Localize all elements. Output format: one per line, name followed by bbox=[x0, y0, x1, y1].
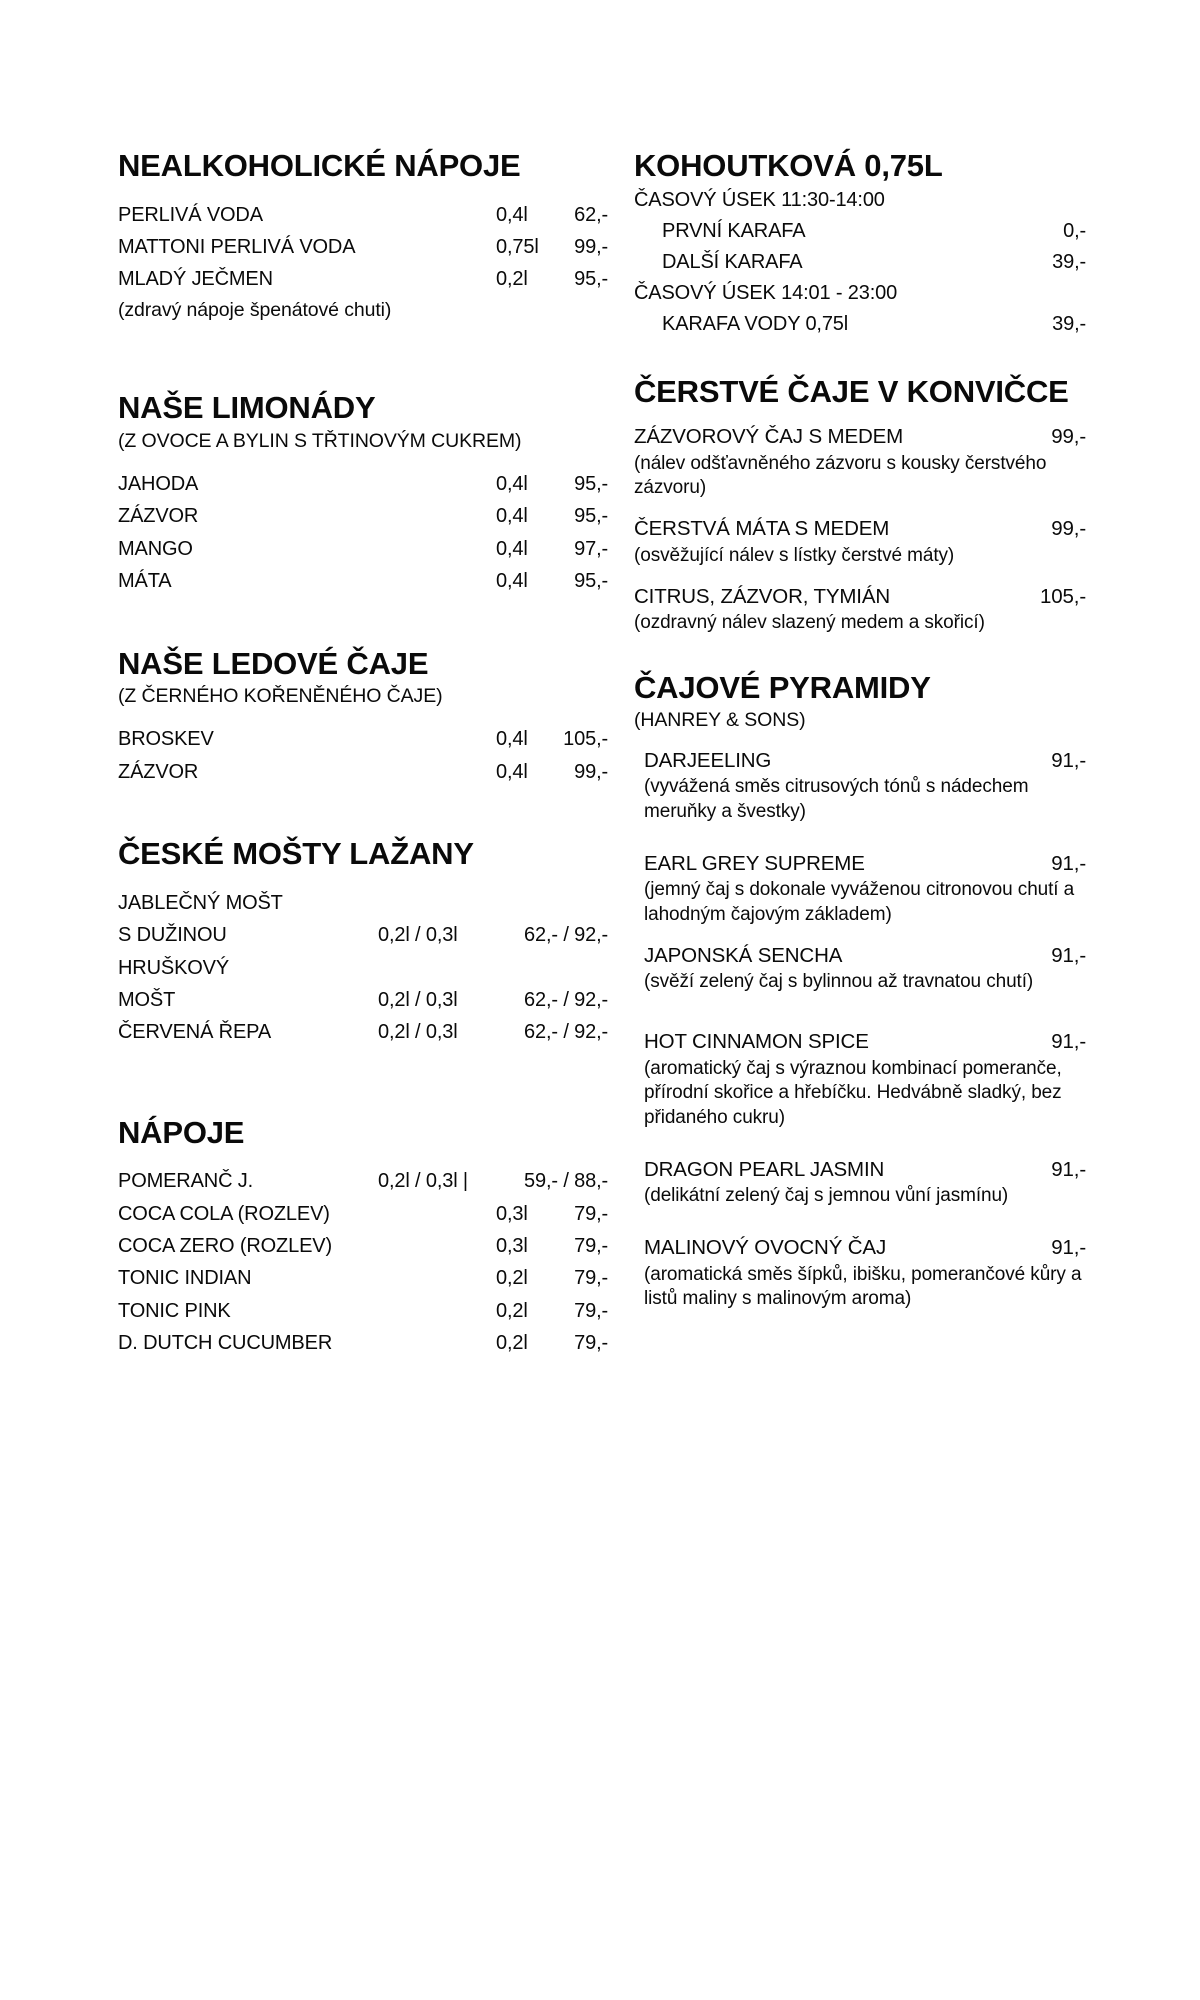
item-name: ČERSTVÁ MÁTA S MEDEM bbox=[634, 517, 890, 541]
item-volume: 0,2l bbox=[496, 1332, 528, 1355]
item-description: (ozdravný nálev slazený medem a skořicí) bbox=[634, 612, 985, 634]
item-footnote: (zdravý nápoje špenátové chuti) bbox=[118, 298, 392, 321]
menu-item-row bbox=[634, 309, 1086, 340]
menu-item-row bbox=[118, 1262, 608, 1294]
section-nealkoholicke-napoje bbox=[118, 148, 608, 324]
menu-item-row bbox=[118, 984, 608, 1016]
item-price: 91,- bbox=[1051, 943, 1086, 967]
tea-entry bbox=[634, 748, 1086, 825]
item-name: D. DUTCH CUCUMBER bbox=[118, 1332, 333, 1355]
menu-item-lead-line bbox=[118, 887, 608, 919]
item-price: 99,- bbox=[1051, 517, 1086, 541]
item-volume: 0,4l bbox=[496, 505, 528, 528]
item-description: (nálev odšťavněného zázvoru s kousky čerstvého zázvoru) bbox=[634, 452, 1047, 499]
menu-item-row bbox=[118, 756, 608, 788]
item-price: 99,- bbox=[574, 760, 608, 783]
price-list bbox=[118, 887, 608, 1049]
tea-head bbox=[644, 1157, 1086, 1184]
tea-head bbox=[634, 424, 1086, 451]
section-cerstve-caje-v-konvicce bbox=[634, 374, 1086, 636]
section-title: NAŠE LEDOVÉ ČAJE bbox=[118, 645, 429, 681]
item-price: 62,- / 92,- bbox=[524, 924, 608, 947]
section-kohoutkova bbox=[634, 148, 1086, 340]
item-volume: 0,4l bbox=[496, 570, 528, 593]
menu-item-row bbox=[118, 1327, 608, 1359]
item-price: 59,- / 88,- bbox=[524, 1170, 608, 1193]
item-name: DALŠÍ KARAFA bbox=[662, 250, 803, 273]
item-volume: 0,2l / 0,3l bbox=[378, 1021, 458, 1044]
menu-columns bbox=[118, 148, 1086, 1360]
item-price: 79,- bbox=[574, 1332, 608, 1355]
spacer bbox=[634, 1209, 1086, 1221]
menu-item-row bbox=[118, 1295, 608, 1327]
item-description: (aromatická směs šípků, ibišku, pomerančové kůry a listů maliny s malinovým aroma) bbox=[644, 1263, 1082, 1310]
item-description: (aromatický čaj s výraznou kombinací pomeranče, přírodní skořice a hřebíčku. Hedvábně sladký, bez přidaného cukru) bbox=[644, 1057, 1062, 1129]
item-name: MOŠT bbox=[118, 988, 176, 1011]
item-volume: 0,4l bbox=[496, 203, 528, 226]
item-name: HRUŠKOVÝ bbox=[118, 956, 230, 979]
item-name: ZÁZVOR bbox=[118, 505, 199, 528]
tea-head bbox=[634, 584, 1086, 611]
item-name: DRAGON PEARL JASMIN bbox=[644, 1157, 885, 1181]
item-name: POMERANČ J. bbox=[118, 1170, 254, 1193]
menu-item-row bbox=[118, 500, 608, 532]
item-name: BROSKEV bbox=[118, 728, 214, 751]
tea-head bbox=[644, 943, 1086, 970]
section-title: ČERSTVÉ ČAJE V KONVIČCE bbox=[634, 373, 1069, 409]
spacer bbox=[634, 995, 1086, 1015]
item-price: 79,- bbox=[574, 1202, 608, 1225]
item-volume: 0,4l bbox=[496, 728, 528, 751]
section-title: NEALKOHOLICKÉ NÁPOJE bbox=[118, 148, 521, 183]
item-price: 95,- bbox=[574, 505, 608, 528]
item-volume: 0,3l bbox=[496, 1235, 528, 1258]
menu-item-row bbox=[118, 565, 608, 597]
section-nase-ledove-caje bbox=[118, 646, 608, 789]
item-name: MLADÝ JEČMEN bbox=[118, 268, 273, 291]
item-name: JAPONSKÁ SENCHA bbox=[644, 943, 843, 967]
item-description: (delikátní zelený čaj s jemnou vůní jasmínu) bbox=[644, 1185, 1009, 1207]
item-price: 91,- bbox=[1051, 1236, 1086, 1260]
menu-item-row bbox=[118, 1165, 608, 1197]
menu-item-row bbox=[634, 216, 1086, 247]
item-volume: 0,2l / 0,3l bbox=[378, 988, 458, 1011]
menu-item-row bbox=[118, 919, 608, 951]
menu-item-row bbox=[118, 1016, 608, 1048]
menu-item-row bbox=[118, 199, 608, 231]
item-price: 79,- bbox=[574, 1267, 608, 1290]
price-list bbox=[118, 723, 608, 788]
item-name: PRVNÍ KARAFA bbox=[662, 219, 806, 242]
menu-column-left bbox=[118, 148, 608, 1360]
item-price: 79,- bbox=[574, 1235, 608, 1258]
item-volume: 0,4l bbox=[496, 537, 528, 560]
item-name: COCA COLA (ROZLEV) bbox=[118, 1202, 330, 1225]
price-list bbox=[118, 199, 608, 324]
price-list bbox=[118, 1165, 608, 1359]
section-title: KOHOUTKOVÁ 0,75L bbox=[634, 148, 943, 183]
spacer bbox=[634, 636, 1086, 670]
section-napoje bbox=[118, 1115, 608, 1360]
item-name: PERLIVÁ VODA bbox=[118, 203, 263, 226]
menu-item-row bbox=[118, 952, 608, 984]
section-ceske-mosty-lazany bbox=[118, 836, 608, 1049]
item-price: 62,- / 92,- bbox=[524, 988, 608, 1011]
item-description: (svěží zelený čaj s bylinnou až travnatou chutí) bbox=[644, 971, 1034, 993]
item-price: 95,- bbox=[574, 268, 608, 291]
item-volume: 0,4l bbox=[496, 472, 528, 495]
tea-entry bbox=[634, 1235, 1086, 1312]
section-subtitle: (Z ČERNÉHO KOŘENĚNÉHO ČAJE) bbox=[118, 685, 443, 708]
item-description: (jemný čaj s dokonale vyváženou citronovou chutí a lahodným čajovým základem) bbox=[644, 879, 1075, 926]
item-name: COCA ZERO (ROZLEV) bbox=[118, 1235, 332, 1258]
section-title: ČAJOVÉ PYRAMIDY bbox=[634, 669, 931, 705]
item-name: KARAFA VODY 0,75l bbox=[662, 312, 849, 335]
item-description: (osvěžující nálev s lístky čerstvé máty) bbox=[634, 544, 955, 566]
tea-head bbox=[644, 748, 1086, 775]
tea-head bbox=[644, 1029, 1086, 1056]
spacer bbox=[118, 788, 608, 836]
tea-head bbox=[644, 1235, 1086, 1262]
item-name: MANGO bbox=[118, 537, 193, 560]
item-price: 95,- bbox=[574, 472, 608, 495]
spacer bbox=[118, 1049, 608, 1115]
time-period-label: ČASOVÝ ÚSEK 14:01 - 23:00 bbox=[634, 281, 898, 304]
item-volume: 0,2l / 0,3l bbox=[378, 924, 458, 947]
item-price: 91,- bbox=[1051, 1030, 1086, 1054]
menu-item-row bbox=[118, 723, 608, 755]
section-subtitle: (Z OVOCE A BYLIN S TŘTINOVÝM CUKREM) bbox=[118, 429, 522, 452]
item-name: ZÁZVOROVÝ ČAJ S MEDEM bbox=[634, 425, 904, 449]
tea-entry bbox=[634, 1157, 1086, 1209]
item-name: MÁTA bbox=[118, 570, 172, 593]
item-price: 91,- bbox=[1051, 851, 1086, 875]
item-name: JABLEČNÝ MOŠT bbox=[118, 891, 283, 914]
section-cajove-pyramidy bbox=[634, 670, 1086, 1312]
menu-item-row bbox=[118, 231, 608, 263]
spacer bbox=[634, 1131, 1086, 1143]
spacer bbox=[634, 825, 1086, 837]
item-price: 95,- bbox=[574, 570, 608, 593]
section-title: NAŠE LIMONÁDY bbox=[118, 390, 376, 426]
time-period-label: ČASOVÝ ÚSEK 11:30-14:00 bbox=[634, 188, 885, 211]
item-description: (vyvážená směs citrusových tónů s nádechem meruňky a švestky) bbox=[644, 776, 1029, 823]
item-price: 99,- bbox=[1051, 425, 1086, 449]
section-title: ČESKÉ MOŠTY LAŽANY bbox=[118, 836, 474, 872]
spacer bbox=[118, 598, 608, 646]
item-volume: 0,2l / 0,3l | bbox=[378, 1170, 468, 1193]
tea-entry bbox=[634, 851, 1086, 928]
item-name: HOT CINNAMON SPICE bbox=[644, 1030, 869, 1054]
menu-item-row bbox=[118, 263, 608, 295]
item-name: TONIC PINK bbox=[118, 1299, 231, 1322]
section-subtitle: (HANREY & SONS) bbox=[634, 709, 806, 732]
item-name: JAHODA bbox=[118, 472, 199, 495]
tea-entry bbox=[634, 1029, 1086, 1131]
item-price: 39,- bbox=[1052, 312, 1086, 335]
item-name: MATTONI PERLIVÁ VODA bbox=[118, 235, 356, 258]
spacer bbox=[634, 340, 1086, 374]
spacer bbox=[118, 324, 608, 390]
menu-item-row bbox=[634, 247, 1086, 278]
item-volume: 0,75l bbox=[496, 235, 539, 258]
item-price: 39,- bbox=[1052, 250, 1086, 273]
item-name: CITRUS, ZÁZVOR, TYMIÁN bbox=[634, 584, 891, 608]
item-volume: 0,4l bbox=[496, 760, 528, 783]
menu-item-row bbox=[118, 468, 608, 500]
item-volume: 0,2l bbox=[496, 1267, 528, 1290]
tea-head bbox=[644, 851, 1086, 878]
item-name: TONIC INDIAN bbox=[118, 1267, 252, 1290]
menu-item-row bbox=[118, 1198, 608, 1230]
item-price: 97,- bbox=[574, 537, 608, 560]
item-price: 105,- bbox=[1040, 584, 1086, 608]
item-name: MALINOVÝ OVOCNÝ ČAJ bbox=[644, 1236, 887, 1260]
item-name: EARL GREY SUPREME bbox=[644, 851, 865, 875]
item-price: 79,- bbox=[574, 1299, 608, 1322]
price-list bbox=[118, 468, 608, 598]
menu-item-row bbox=[118, 1230, 608, 1262]
menu-column-right bbox=[624, 148, 1086, 1312]
tea-head bbox=[634, 516, 1086, 543]
tea-entry bbox=[634, 584, 1086, 636]
item-name: ZÁZVOR bbox=[118, 760, 199, 783]
item-price: 91,- bbox=[1051, 748, 1086, 772]
item-name: DARJEELING bbox=[644, 748, 772, 772]
item-volume: 0,2l bbox=[496, 1299, 528, 1322]
item-price: 62,- bbox=[574, 203, 608, 226]
item-price: 105,- bbox=[563, 728, 608, 751]
section-title: NÁPOJE bbox=[118, 1114, 245, 1150]
item-price: 99,- bbox=[574, 235, 608, 258]
item-price: 91,- bbox=[1051, 1157, 1086, 1181]
item-volume: 0,3l bbox=[496, 1202, 528, 1225]
item-price: 0,- bbox=[1063, 219, 1086, 242]
tea-entry bbox=[634, 424, 1086, 501]
section-nase-limonady bbox=[118, 390, 608, 597]
item-price: 62,- / 92,- bbox=[524, 1021, 608, 1044]
menu-item-row bbox=[118, 533, 608, 565]
item-name: S DUŽINOU bbox=[118, 924, 227, 947]
item-name: ČERVENÁ ŘEPA bbox=[118, 1021, 272, 1044]
tea-entry bbox=[634, 516, 1086, 568]
tea-entry bbox=[634, 943, 1086, 995]
item-volume: 0,2l bbox=[496, 268, 528, 291]
